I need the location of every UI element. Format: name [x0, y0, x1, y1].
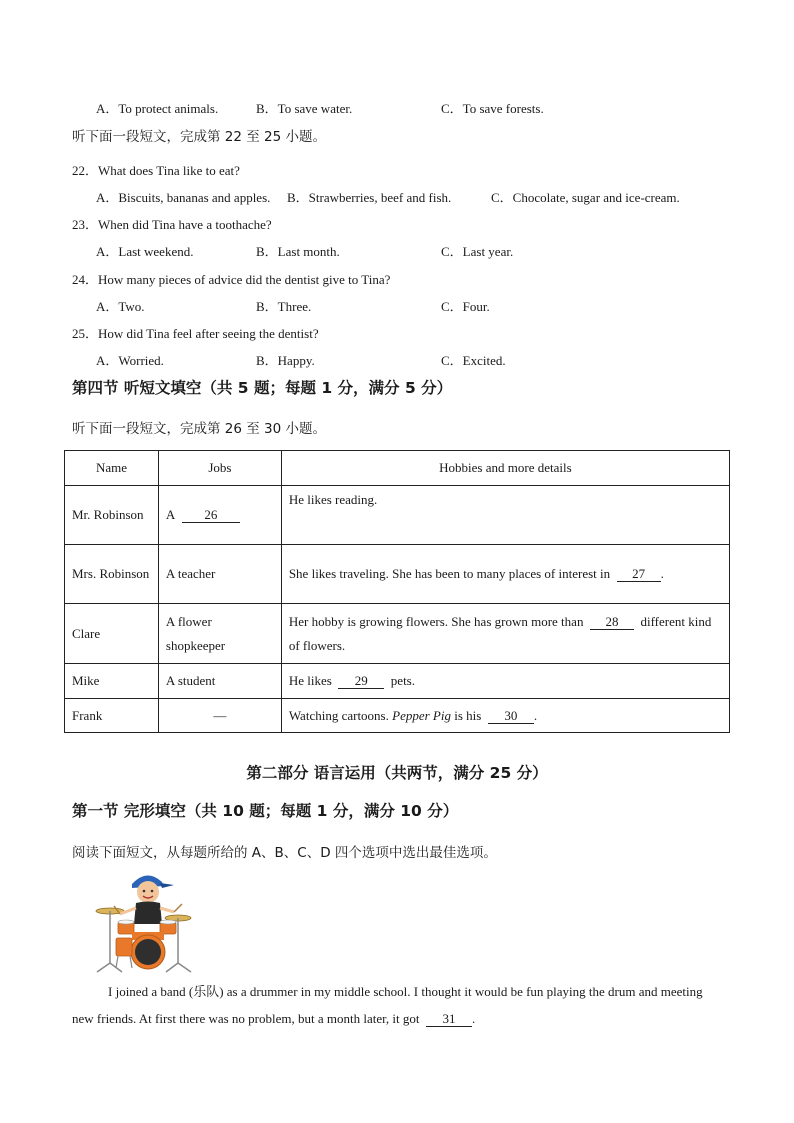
- table-row: [65, 699, 730, 733]
- table-row: [65, 545, 730, 604]
- question-22-option-a: A．Biscuits, bananas and apples.: [96, 190, 271, 205]
- question-24-option-c: C．Four.: [441, 299, 490, 314]
- detail-end: different kind of flowers.: [288, 613, 712, 653]
- detail-text: Her hobby is growing flowers. She has grown more than: [288, 613, 584, 629]
- table-row: [65, 664, 730, 699]
- option-a: A．To protect animals.: [96, 101, 219, 116]
- question-23-option-c: C．Last year.: [441, 244, 514, 259]
- question-25-option-b: B．Happy.: [256, 353, 315, 368]
- detail-mid: is his: [454, 707, 482, 723]
- cell-detail: [281, 664, 729, 699]
- option-b: B．To save water.: [256, 101, 353, 116]
- cloze-passage: [72, 978, 722, 1032]
- table-header-row: [65, 451, 730, 486]
- cell-job: —: [158, 699, 281, 733]
- question-23-option-b: B．Last month.: [256, 244, 340, 259]
- detail-end: pets.: [390, 673, 415, 688]
- cloze-instruction: 阅读下面短文，从每题所给的 A、B、C、D 四个选项中选出最佳选项。: [72, 845, 497, 861]
- cell-detail: [281, 545, 729, 604]
- show-title: Pepper Pig: [392, 707, 451, 723]
- question-22-option-c: C．Chocolate, sugar and ice-cream.: [491, 190, 680, 205]
- hobbies-table: [64, 450, 730, 733]
- cell-name: Clare: [65, 604, 159, 664]
- question-24: 24．How many pieces of advice did the dentist give to Tina?: [72, 272, 391, 287]
- detail-text: He likes: [288, 673, 332, 688]
- answer-blank-26[interactable]: 26: [182, 507, 240, 523]
- answer-blank-28[interactable]: 28: [590, 614, 634, 630]
- answer-blank-27[interactable]: 27: [617, 566, 661, 582]
- section-1-heading: 第一节 完形填空（共 10 题；每题 1 分，满分 10 分）: [72, 802, 459, 820]
- detail-end: .: [660, 566, 664, 581]
- question-22-option-b: B．Strawberries, beef and fish.: [287, 190, 452, 205]
- cell-name: Mr. Robinson: [65, 486, 159, 545]
- cell-detail: He likes reading.: [281, 486, 729, 545]
- question-25-option-c: C．Excited.: [441, 353, 506, 368]
- listening-instruction-2: 听下面一段短文，完成第 26 至 30 小题。: [72, 421, 327, 437]
- question-24-option-a: A．Two.: [96, 299, 145, 314]
- cell-name: Mrs. Robinson: [65, 545, 159, 604]
- question-22: 22．What does Tina like to eat?: [72, 163, 240, 178]
- section-4-heading: 第四节 听短文填空（共 5 题；每题 1 分，满分 5 分）: [72, 379, 453, 397]
- question-23: 23．When did Tina have a toothache?: [72, 217, 272, 232]
- question-23-option-a: A．Last weekend.: [96, 244, 194, 259]
- cell-job: [158, 486, 281, 545]
- drummer-illustration: [92, 868, 196, 974]
- cell-job: A flower shopkeeper: [158, 604, 281, 664]
- question-25-option-a: A．Worried.: [96, 353, 164, 368]
- question-25: 25．How did Tina feel after seeing the dentist?: [72, 326, 319, 341]
- job-text: A: [165, 507, 176, 522]
- cell-job: A student: [158, 664, 281, 699]
- part-2-heading: 第二部分 语言运用（共两节，满分 25 分）: [246, 764, 548, 782]
- cell-detail: [281, 699, 729, 733]
- header-jobs: Jobs: [158, 451, 281, 486]
- header-hobbies: Hobbies and more details: [281, 451, 729, 486]
- detail-text: Watching cartoons.: [288, 707, 389, 723]
- answer-blank-31[interactable]: 31: [426, 1011, 472, 1027]
- detail-text: She likes traveling. She has been to many places of interest in: [288, 566, 611, 581]
- question-24-option-b: B．Three.: [256, 299, 312, 314]
- option-c: C．To save forests.: [441, 101, 544, 116]
- answer-blank-29[interactable]: 29: [338, 673, 384, 689]
- table-row: [65, 604, 730, 664]
- listening-instruction: 听下面一段短文，完成第 22 至 25 小题。: [72, 129, 327, 145]
- header-name: Name: [65, 451, 159, 486]
- cell-job: A teacher: [158, 545, 281, 604]
- answer-blank-30[interactable]: 30: [488, 708, 534, 724]
- passage-text: I joined a band (乐队) as a drummer in my middle school. I thought it would be fun playing the drum and meeting new friends. At first there was no problem, but a month later, it got: [72, 984, 703, 1026]
- table-row: [65, 486, 730, 545]
- passage-end: .: [472, 1011, 476, 1026]
- cell-name: Frank: [65, 699, 159, 733]
- cell-detail: [281, 604, 729, 664]
- cell-name: Mike: [65, 664, 159, 699]
- detail-end: .: [533, 707, 538, 723]
